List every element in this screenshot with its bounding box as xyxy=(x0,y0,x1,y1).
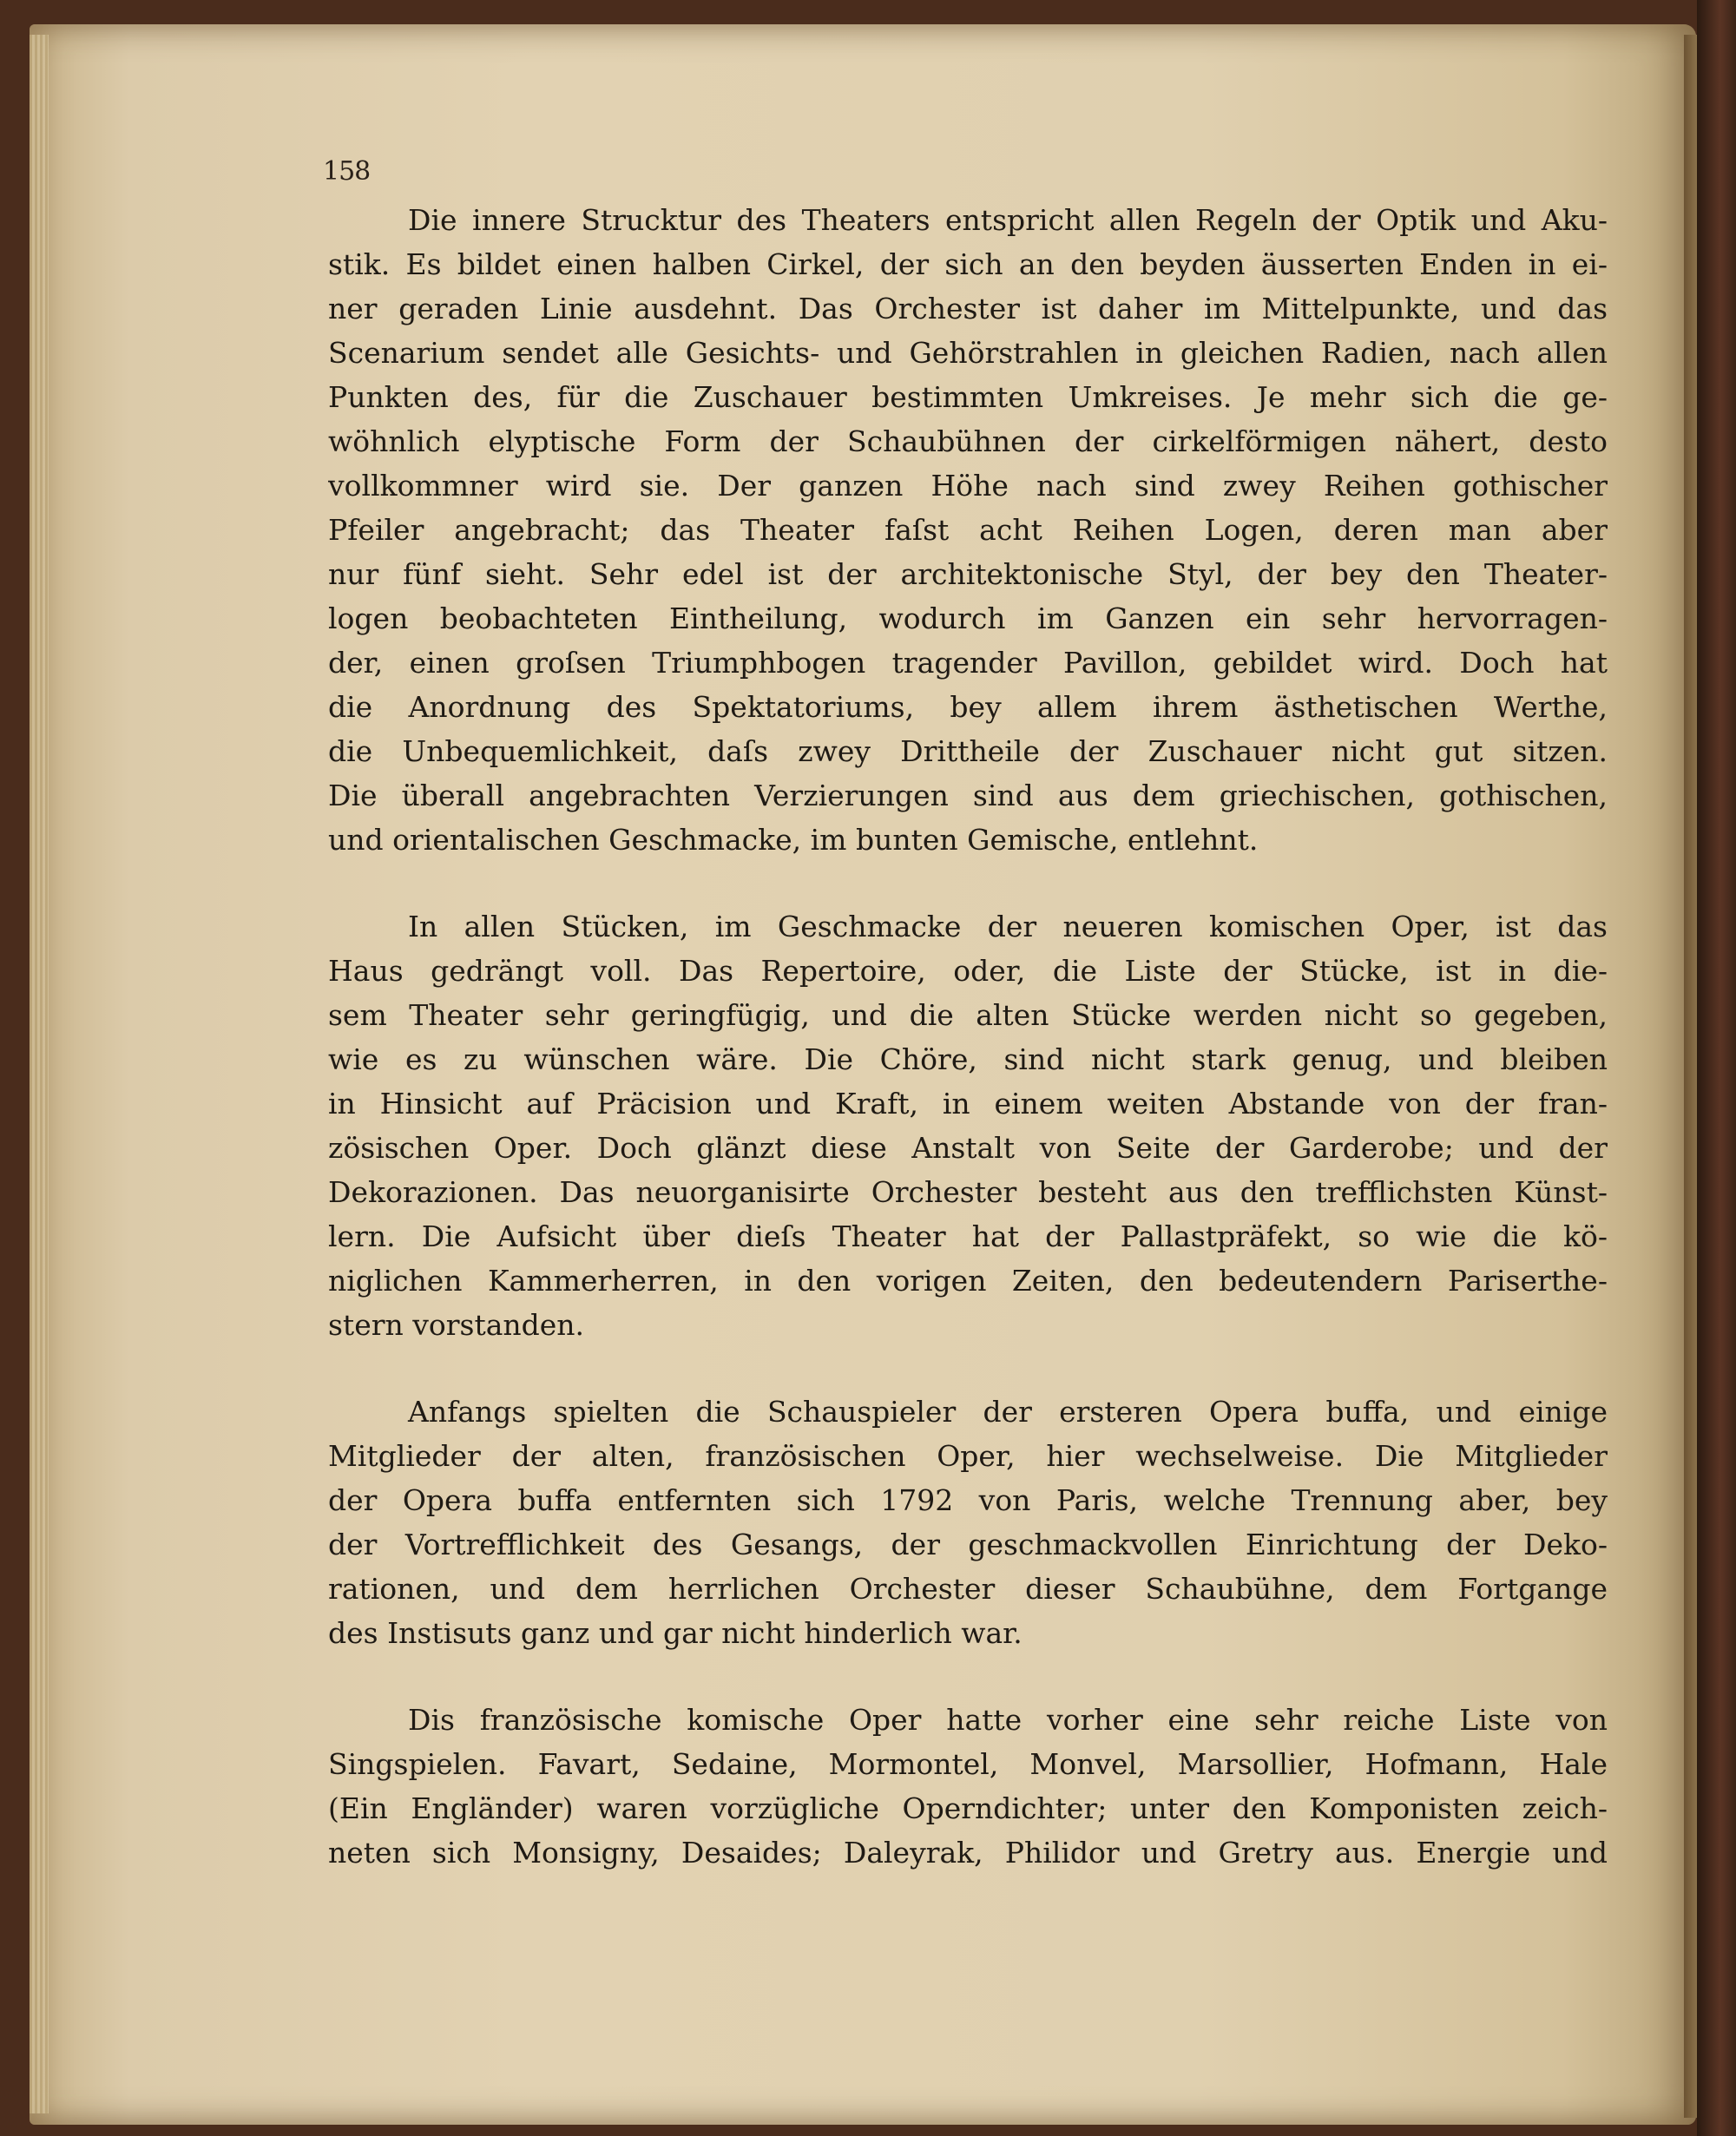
text-line: nur fünf sieht. Sehr edel ist der architektonische Styl, der bey den Theater- xyxy=(328,557,1608,591)
text-line: Singspielen. Favart, Sedaine, Mormontel, Monvel, Marsollier, Hofmann, Hale xyxy=(328,1747,1608,1781)
text-line: der, einen groſsen Triumphbogen tragender Pavillon, gebildet wird. Doch hat xyxy=(328,646,1608,680)
text-line: In allen Stücken, im Geschmacke der neueren komischen Oper, ist das xyxy=(408,910,1608,943)
text-line: Pfeiler angebracht; das Theater faſst acht Reihen Logen, deren man aber xyxy=(328,513,1608,547)
text-line: die Anordnung des Spektatoriums, bey allem ihrem ästhetischen Werthe, xyxy=(328,690,1608,724)
text-line: Punkten des, für die Zuschauer bestimmten Umkreises. Je mehr sich die ge- xyxy=(328,380,1608,414)
text-line: Scenarium sendet alle Gesichts- und Gehörstrahlen in gleichen Radien, nach allen xyxy=(328,336,1608,370)
text-line: Dis französische komische Oper hatte vorher eine sehr reiche Liste von xyxy=(408,1703,1608,1737)
text-line: des Instisuts ganz und gar nicht hinderlich war. xyxy=(328,1616,1023,1650)
text-line: rationen, und dem herrlichen Orchester dieser Schaubühne, dem Fortgange xyxy=(328,1572,1608,1606)
text-line: Anfangs spielten die Schauspieler der ersteren Opera buffa, und einige xyxy=(408,1395,1608,1429)
page-number: 158 xyxy=(323,156,371,187)
book-spine xyxy=(1697,0,1736,2136)
text-line: wie es zu wünschen wäre. Die Chöre, sind nicht stark genug, und bleiben xyxy=(328,1042,1608,1076)
text-line: stik. Es bildet einen halben Cirkel, der sich an den beyden äusserten Enden in ei- xyxy=(328,247,1608,281)
text-line: der Opera buffa entfernten sich 1792 von Paris, welche Trennung aber, bey xyxy=(328,1483,1608,1517)
text-line: Die innere Strucktur des Theaters entspricht allen Regeln der Optik und Aku- xyxy=(408,203,1608,237)
text-line: sem Theater sehr geringfügig, und die alten Stücke werden nicht so gegeben, xyxy=(328,998,1608,1032)
text-line: Mitglieder der alten, französischen Oper, hier wechselweise. Die Mitglieder xyxy=(328,1439,1608,1473)
text-line: niglichen Kammerherren, in den vorigen Zeiten, den bedeutendern Pariserthe- xyxy=(328,1264,1608,1298)
paragraph-1 xyxy=(328,198,1608,862)
text-line: logen beobachteten Eintheilung, wodurch im Ganzen ein sehr hervorragen- xyxy=(328,601,1608,635)
text-line: Haus gedrängt voll. Das Repertoire, oder, die Liste der Stücke, ist in die- xyxy=(328,954,1608,988)
page-edges xyxy=(30,35,49,2113)
text-line: neten sich Monsigny, Desaides; Daleyrak, Philidor und Gretry aus. Energie und xyxy=(328,1836,1608,1870)
text-line: der Vortrefflichkeit des Gesangs, der geschmackvollen Einrichtung der Deko- xyxy=(328,1528,1608,1561)
text-line: in Hinsicht auf Präcision und Kraft, in einem weiten Abstande von der fran- xyxy=(328,1087,1608,1121)
paragraph-2 xyxy=(328,904,1608,1347)
text-line: wöhnlich elyptische Form der Schaubühnen der cirkelförmigen nähert, desto xyxy=(328,424,1608,458)
text-line: vollkommner wird sie. Der ganzen Höhe nach sind zwey Reihen gothischer xyxy=(328,469,1608,503)
text-line: zösischen Oper. Doch glänzt diese Anstalt von Seite der Garderobe; und der xyxy=(328,1131,1608,1165)
paragraph-4 xyxy=(328,1698,1608,1875)
text-line: lern. Die Aufsicht über dieſs Theater hat der Pallastpräfekt, so wie die kö- xyxy=(328,1219,1608,1253)
text-line: Die überall angebrachten Verzierungen sind aus dem griechischen, gothischen, xyxy=(328,779,1608,812)
text-line: die Unbequemlichkeit, daſs zwey Drittheile der Zuschauer nicht gut sitzen. xyxy=(328,734,1608,768)
text-line: stern vorstanden. xyxy=(328,1308,585,1342)
text-line: (Ein Engländer) waren vorzügliche Operndichter; unter den Komponisten zeich- xyxy=(328,1791,1608,1825)
text-line: ner geraden Linie ausdehnt. Das Orchester ist daher im Mittelpunkte, und das xyxy=(328,292,1608,325)
text-line: Dekorazionen. Das neuorganisirte Orchester besteht aus den trefflichsten Künst- xyxy=(328,1175,1608,1209)
text-line: und orientalischen Geschmacke, im bunten Gemische, entlehnt. xyxy=(328,823,1259,857)
paragraph-3 xyxy=(328,1390,1608,1655)
body-text xyxy=(328,198,1608,1875)
